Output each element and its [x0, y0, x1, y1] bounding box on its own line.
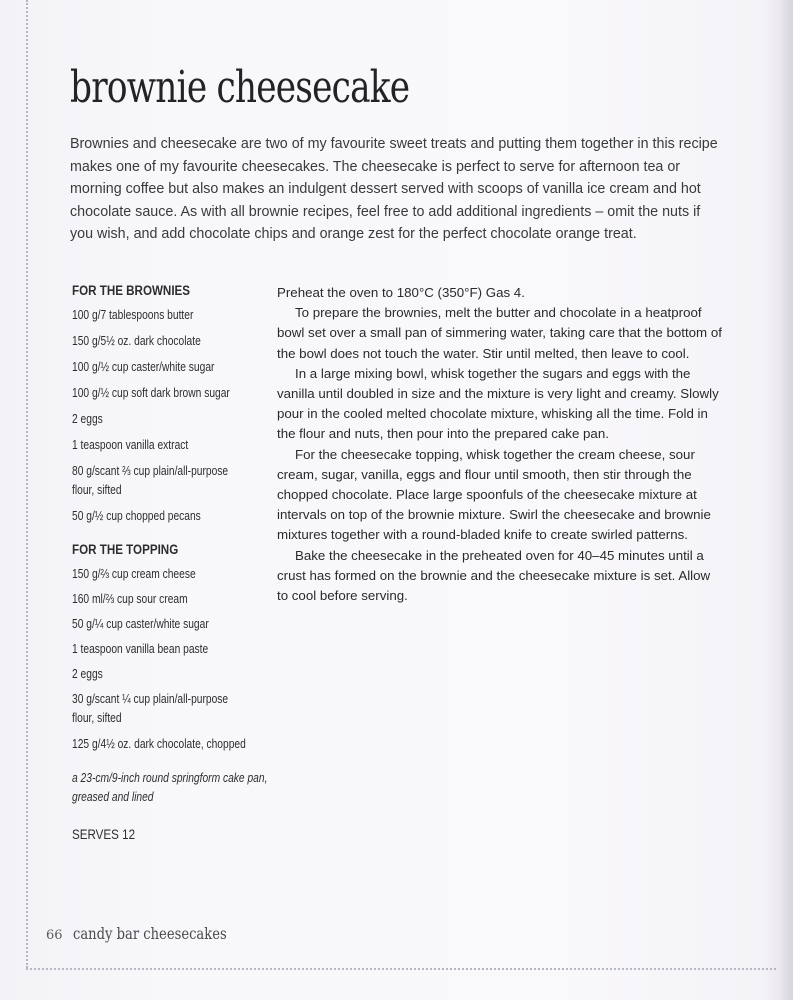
brownies-ingredient-list	[72, 307, 272, 524]
method-step: For the cheesecake topping, whisk together the cream cheese, sour cream, sugar, vanilla, eggs and flour until smooth, then stir through the chopped chocolate. Place large spoonfuls of the cheesecake mixture at intervals on top of the brownie mixture. Swirl the cheesecake and brownie mixtures together with a round-bladed knife to create swirled patterns.	[277, 446, 711, 543]
page-gutter-shadow	[779, 0, 793, 1000]
page-number: 66	[46, 928, 63, 943]
ingredient-item: 160 ml/⅔ cup sour cream	[72, 592, 188, 606]
stitch-border-bottom	[26, 968, 776, 970]
ingredient-item: 80 g/scant ⅔ cup plain/all-purpose	[72, 464, 229, 478]
ingredient-item: 125 g/4½ oz. dark chocolate, chopped	[72, 737, 246, 751]
brownies-heading: FOR THE BROWNIES	[72, 283, 191, 298]
ingredient-item: 30 g/scant ¼ cup plain/all-purpose	[72, 692, 229, 706]
ingredient-item-continued: flour, sifted	[72, 483, 122, 497]
recipe-title: brownie cheesecake	[70, 62, 410, 113]
method-step: Preheat the oven to 180°C (350°F) Gas 4.	[277, 285, 525, 300]
topping-heading: FOR THE TOPPING	[72, 542, 179, 557]
method-step: Bake the cheesecake in the preheated oven for 40–45 minutes until a crust has formed on the brownie and the cheesecake mixture is set. Allow to cool before serving.	[277, 547, 711, 604]
recipe-intro: Brownies and cheesecake are two of my favourite sweet treats and putting them together in this recipe makes one of my favourite cheesecakes. The cheesecake is perfect to serve for afternoon tea or morning coffee but also makes an indulgent dessert served with scoops of vanilla ice cream and hot chocolate sauce. As with all brownie recipes, feel free to add additional ingredients – omit the nuts if you wish, and add chocolate chips and orange zest for the perfect chocolate orange treat.	[70, 136, 718, 242]
ingredient-item: 1 teaspoon vanilla extract	[72, 438, 189, 452]
ingredient-item: 150 g/⅔ cup cream cheese	[72, 567, 196, 581]
topping-section	[72, 542, 272, 752]
ingredient-item: 150 g/5½ oz. dark chocolate	[72, 334, 201, 348]
ingredient-item: 100 g/½ cup soft dark brown sugar	[72, 386, 230, 400]
ingredient-item: 100 g/½ cup caster/white sugar	[72, 360, 215, 374]
ingredient-item-continued: flour, sifted	[72, 711, 122, 725]
ingredient-item: 50 g/½ cup chopped pecans	[72, 509, 201, 523]
topping-ingredient-list	[72, 566, 272, 752]
page-footer	[46, 924, 260, 944]
equipment-line: greased and lined	[72, 790, 154, 804]
ingredient-item: 100 g/7 tablespoons butter	[72, 308, 194, 322]
ingredient-item: 50 g/¼ cup caster/white sugar	[72, 617, 209, 631]
running-head: candy bar cheesecakes	[72, 924, 227, 943]
stitch-border-left	[26, 0, 28, 968]
method-step: To prepare the brownies, melt the butter and chocolate in a heatproof bowl set over a small pan of simmering water, taking care that the bottom of the bowl does not touch the water. Stir until melted, then leave to cool.	[277, 305, 722, 361]
ingredient-item: 2 eggs	[72, 412, 103, 426]
equipment-line: a 23-cm/9-inch round springform cake pan,	[72, 771, 268, 785]
ingredients-column	[72, 283, 272, 842]
method-step: In a large mixing bowl, whisk together the sugars and eggs with the vanilla until doubled in size and the mixture is very light and creamy. Slowly pour in the cooled melted chocolate mixture, whisking all the time. Fold in the flour and nuts, then pour into the prepared cake pan.	[277, 365, 719, 442]
ingredient-item: 2 eggs	[72, 667, 103, 681]
ingredient-item: 1 teaspoon vanilla bean paste	[72, 642, 209, 656]
equipment-note	[72, 770, 272, 805]
brownies-section	[72, 283, 272, 524]
method-column	[277, 283, 722, 606]
serves-label: SERVES 12	[72, 827, 136, 842]
